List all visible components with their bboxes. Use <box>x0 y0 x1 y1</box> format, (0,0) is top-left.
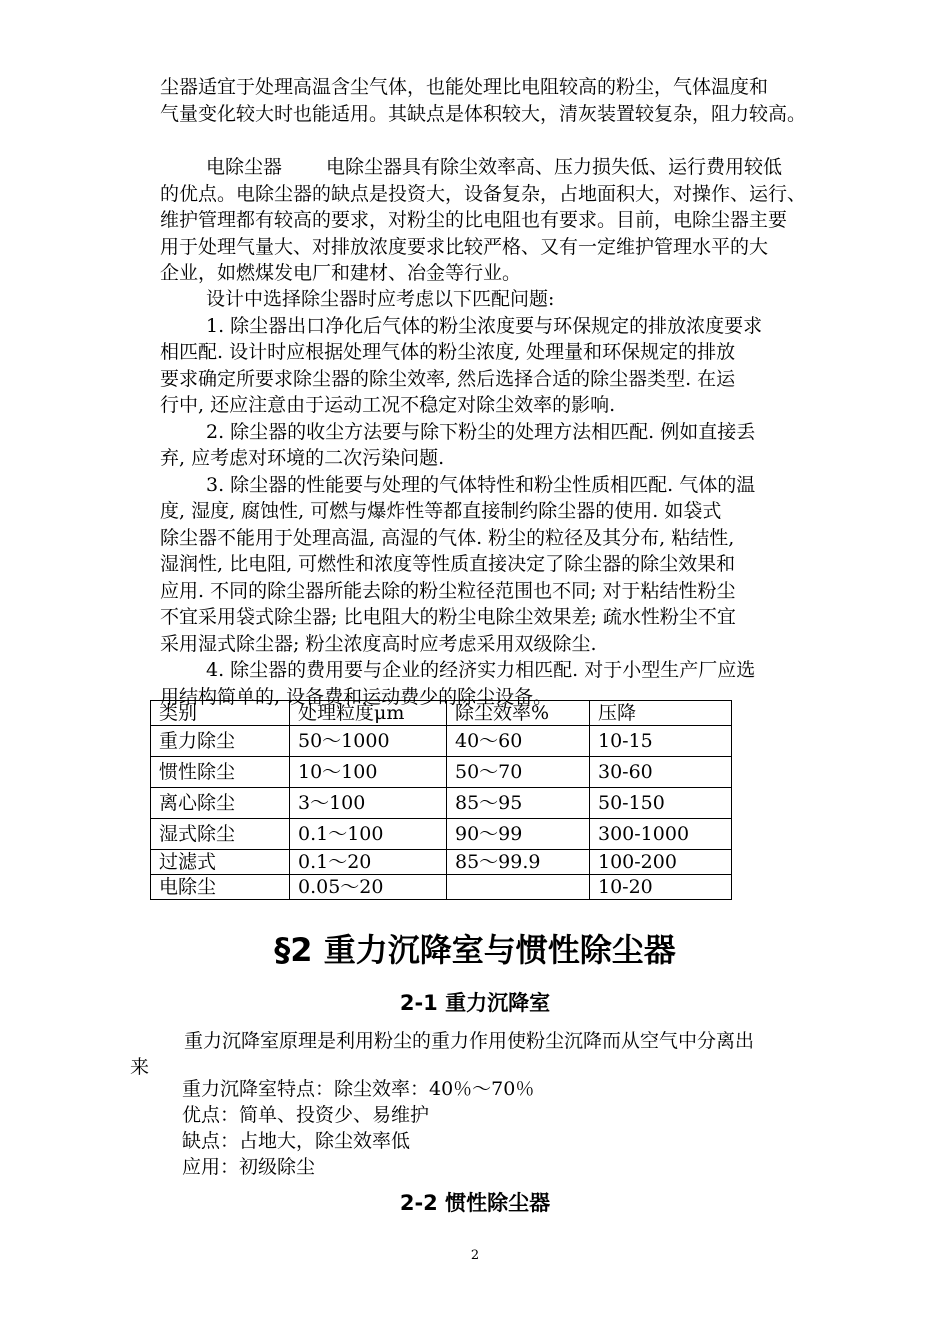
table-cell: 85～99.9 <box>447 850 590 875</box>
subsection-title-inertial: 2-2 惯性除尘器 <box>399 1191 551 1215</box>
text-line: 企业，如燃煤发电厂和建材、冶金等行业。 <box>160 262 522 284</box>
table-cell: 惯性除尘 <box>151 757 290 788</box>
text-line: 度, 湿度, 腐蚀性, 可燃与爆炸性等都直接制约除尘器的使用. 如袋式 <box>160 500 722 522</box>
table-cell: 300-1000 <box>590 819 732 850</box>
text-line: 相匹配. 设计时应根据处理气体的粉尘浓度, 处理量和环保规定的排放 <box>160 341 736 363</box>
text-line: 维护管理都有较高的要求，对粉尘的比电阻也有要求。目前，电除尘器主要 <box>160 209 788 231</box>
text-line: 1. 除尘器出口净化后气体的粉尘浓度要与环保规定的排放浓度要求 <box>206 314 763 337</box>
table-cell: 90～99 <box>447 819 590 850</box>
text-line: 重力沉降室原理是利用粉尘的重力作用使粉尘沉降而从空气中分离出 <box>184 1030 755 1052</box>
table-cell: 湿式除尘 <box>151 819 290 850</box>
table-row <box>151 726 732 757</box>
text-line: 应用. 不同的除尘器所能去除的粉尘粒径范围也不同; 对于粘结性粉尘 <box>160 579 736 602</box>
text-line: 湿润性, 比电阻, 可燃性和浓度等性质直接决定了除尘器的除尘效果和 <box>160 553 736 575</box>
table-cell: 10-15 <box>590 726 732 757</box>
text-line: 行中, 还应注意由于运动工况不稳定对除尘效率的影响. <box>160 394 616 416</box>
table-row <box>151 819 732 850</box>
table-header-cell: 处理粒度μm <box>290 701 447 726</box>
table-cell: 离心除尘 <box>151 788 290 819</box>
table-cell: 10-20 <box>590 875 732 900</box>
table-header-cell: 压降 <box>590 701 732 726</box>
page-number: 2 <box>470 1248 480 1263</box>
table-cell: 过滤式 <box>151 850 290 875</box>
table-header-cell: 类别 <box>151 701 290 726</box>
list-item: 优点：简单、投资少、易维护 <box>182 1104 430 1126</box>
text-span: 电除尘器具有除尘效率高、压力损失低、运行费用较低 <box>326 156 783 178</box>
dust-collector-table <box>150 700 732 900</box>
text-line: 设计中选择除尘器时应考虑以下匹配问题: <box>206 288 555 310</box>
table-cell <box>447 875 590 900</box>
table-cell: 0.05～20 <box>290 875 447 900</box>
table-cell: 50～70 <box>447 757 590 788</box>
text-line: 2. 除尘器的收尘方法要与除下粉尘的处理方法相匹配. 例如直接丢 <box>206 420 756 443</box>
list-item: 应用：初级除尘 <box>182 1156 316 1178</box>
text-line: 用结构简单的, 设备费和运动费少的除尘设备。 <box>160 685 553 708</box>
feature-list <box>182 1076 942 1180</box>
text-line: 采用湿式除尘器; 粉尘浓度高时应考虑采用双级除尘. <box>160 632 597 655</box>
table-cell: 50～1000 <box>290 726 447 757</box>
table-cell: 100-200 <box>590 850 732 875</box>
principle-paragraph <box>130 1028 890 1080</box>
text-line: 用于处理气量大、对排放浓度要求比较严格、又有一定维护管理水平的大 <box>160 235 769 258</box>
table-cell: 电除尘 <box>151 875 290 900</box>
section-title: §2 重力沉降室与惯性除尘器 <box>274 931 676 969</box>
electric-label: 电除尘器 <box>206 156 283 178</box>
list-item: 重力沉降室特点：除尘效率：40％～70％ <box>182 1078 535 1100</box>
table-row <box>151 850 732 875</box>
text-line <box>160 154 890 181</box>
table-cell: 50-150 <box>590 788 732 819</box>
subsection-title-gravity: 2-1 重力沉降室 <box>399 991 551 1015</box>
text-line: 4. 除尘器的费用要与企业的经济实力相匹配. 对于小型生产厂应选 <box>206 659 756 681</box>
table-cell: 30-60 <box>590 757 732 788</box>
text-line: 不宜采用袋式除尘器; 比电阻大的粉尘电除尘效果差; 疏水性粉尘不宜 <box>160 606 736 628</box>
intro-paragraph <box>160 74 890 127</box>
table-cell: 10～100 <box>290 757 447 788</box>
table-cell: 0.1～20 <box>290 850 447 875</box>
selection-section <box>160 286 890 710</box>
text-line: 尘器适宜于处理高温含尘气体，也能处理比电阻较高的粉尘，气体温度和 <box>160 76 769 98</box>
text-line: 要求确定所要求除尘器的除尘效率, 然后选择合适的除尘器类型. 在运 <box>160 367 736 390</box>
text-line: 除尘器不能用于处理高温, 高湿的气体. 粉尘的粒径及其分布, 粘结性, <box>160 526 735 549</box>
table-cell: 重力除尘 <box>151 726 290 757</box>
table-row <box>151 788 732 819</box>
table-header-row <box>151 701 732 726</box>
table-header-cell: 除尘效率% <box>447 701 590 726</box>
table-row <box>151 875 732 900</box>
list-item: 缺点：占地大，除尘效率低 <box>182 1130 411 1152</box>
text-line: 3. 除尘器的性能要与处理的气体特性和粉尘性质相匹配. 气体的温 <box>206 473 756 496</box>
text-line: 弃, 应考虑对环境的二次污染问题. <box>160 447 445 469</box>
electric-paragraph <box>160 154 890 287</box>
text-line: 气量变化较大时也能适用。其缺点是体积较大，清灰装置较复杂，阻力较高。 <box>160 102 807 125</box>
text-line: 的优点。电除尘器的缺点是投资大，设备复杂，占地面积大，对操作、运行、 <box>160 182 807 205</box>
table-cell: 0.1～100 <box>290 819 447 850</box>
table-cell: 3～100 <box>290 788 447 819</box>
table-row <box>151 757 732 788</box>
text-line: 来 <box>130 1056 150 1078</box>
table-cell: 85～95 <box>447 788 590 819</box>
table-cell: 40～60 <box>447 726 590 757</box>
